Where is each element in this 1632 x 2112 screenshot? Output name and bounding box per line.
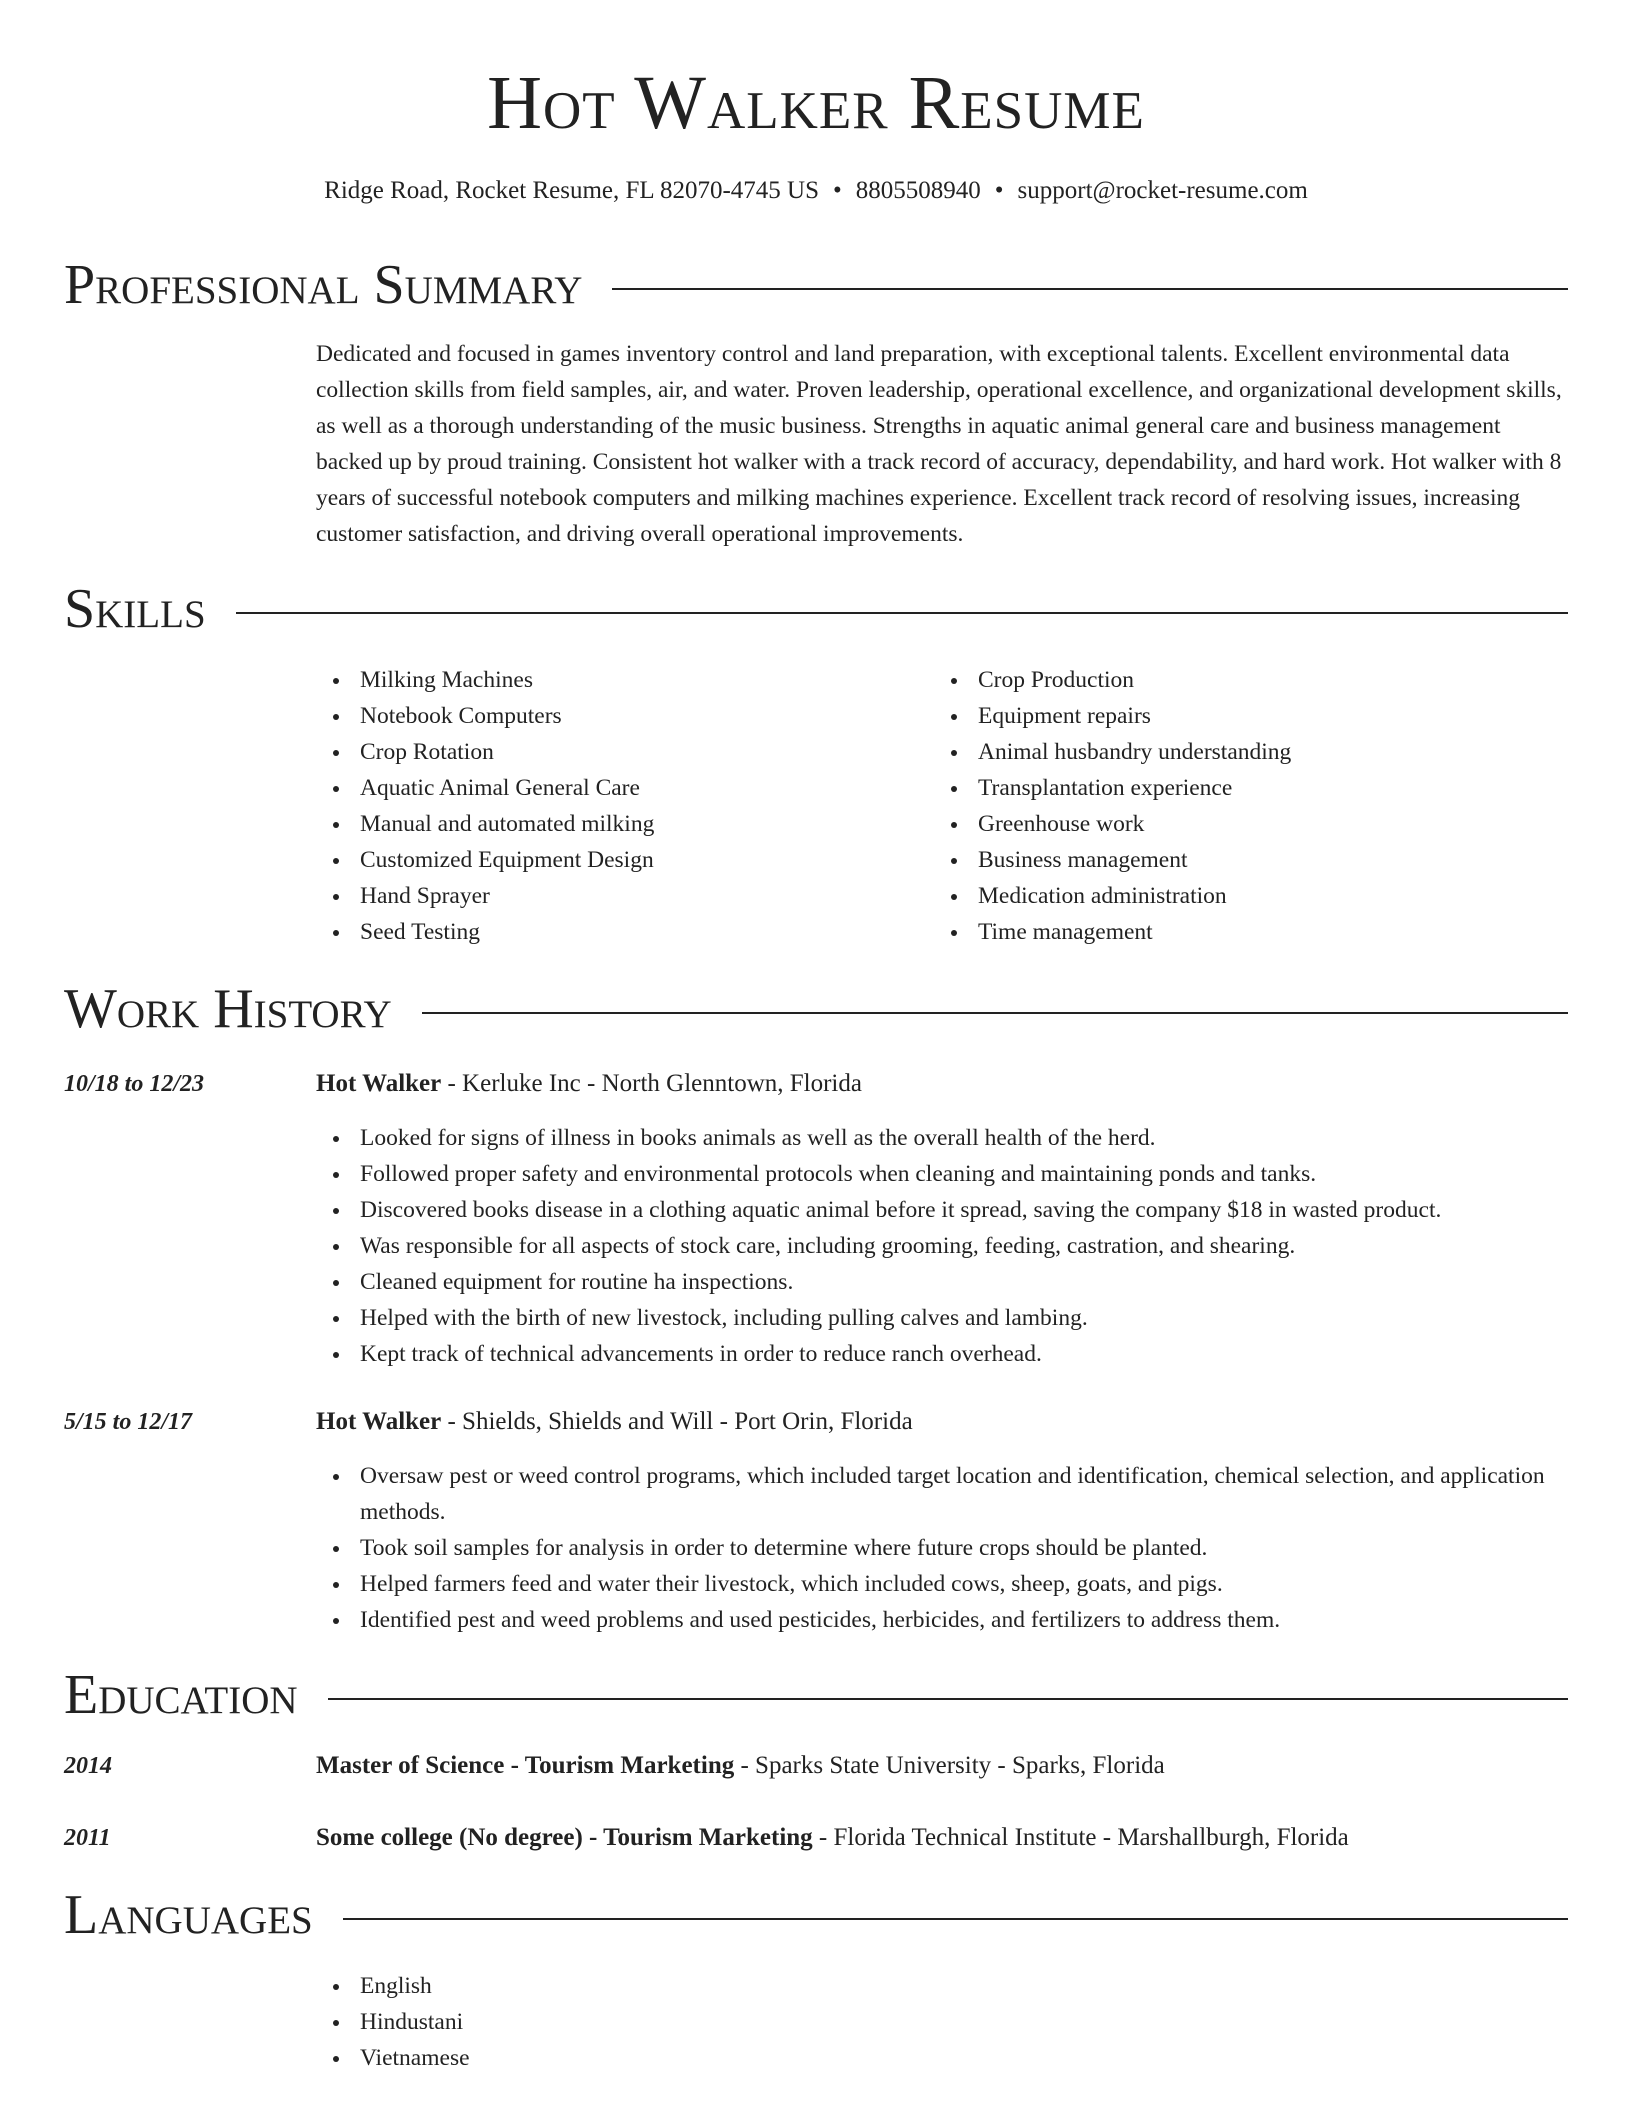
- bullet-icon: [951, 786, 957, 792]
- job-bullet: Looked for signs of illness in books animals as well as the overall health of the herd.: [316, 1120, 1568, 1156]
- job-bullet: Helped farmers feed and water their livestock, which included cows, sheep, goats, and pigs.: [316, 1566, 1568, 1602]
- job-role: Hot Walker: [316, 1070, 442, 1097]
- skill-item: Crop Rotation: [316, 734, 916, 770]
- skill-item: Greenhouse work: [934, 806, 1534, 842]
- bullet-icon: [333, 1474, 339, 1480]
- bullet-icon: [333, 858, 339, 864]
- skill-item: Time management: [934, 914, 1534, 950]
- bullet-icon: [951, 894, 957, 900]
- section-title: Languages: [64, 1880, 343, 1950]
- bullet-icon: [333, 750, 339, 756]
- contact-separator: •: [833, 177, 842, 204]
- bullet-icon: [951, 930, 957, 936]
- bullet-icon: [333, 1316, 339, 1322]
- summary-heading: [64, 250, 1568, 320]
- skills-list-left: [316, 662, 916, 950]
- skills-list-right: [934, 662, 1534, 950]
- language-item: English: [316, 1968, 916, 2004]
- resume-title: Hot Walker Resume: [487, 61, 1145, 145]
- section-title: Skills: [64, 574, 236, 644]
- job-bullet: Discovered books disease in a clothing aquatic animal before it spread, saving the company $18 in wasted product.: [316, 1192, 1568, 1228]
- skill-item: Hand Sprayer: [316, 878, 916, 914]
- skill-item: Animal husbandry understanding: [934, 734, 1534, 770]
- bullet-icon: [333, 1244, 339, 1250]
- email: support@rocket-resume.com: [1017, 177, 1308, 204]
- job-dates: 10/18 to 12/23: [64, 1071, 205, 1097]
- language-item: Vietnamese: [316, 2040, 916, 2076]
- summary-text: Dedicated and focused in games inventory control and land preparation, with exceptional talents. Excellent environmental data collection skills from field samples, air, and water. Proven leadership, operational excellence, and organizational development skills, as well as a thorough understanding of the music business. Strengths in aquatic animal general care and business management backed up by proud training. Consistent hot walker with a track record of accuracy, dependability, and hard work. Hot walker with 8 years of successful notebook computers and milking machines experience. Excellent track record of resolving issues, increasing customer satisfaction, and driving overall operational improvements.: [316, 341, 1562, 547]
- job-bullet: Followed proper safety and environmental protocols when cleaning and maintaining ponds and tanks.: [316, 1156, 1568, 1192]
- bullet-icon: [951, 822, 957, 828]
- skill-item: Aquatic Animal General Care: [316, 770, 916, 806]
- skills-heading: [64, 574, 1568, 644]
- job-bullets: [316, 1120, 1568, 1372]
- bullet-icon: [951, 858, 957, 864]
- bullet-icon: [333, 1618, 339, 1624]
- skill-item: Customized Equipment Design: [316, 842, 916, 878]
- education-heading: [64, 1660, 1568, 1730]
- skill-item: Medication administration: [934, 878, 1534, 914]
- job-employer: - Kerluke Inc - North Glenntown, Florida: [441, 1070, 862, 1097]
- job-title-line: [316, 1066, 1568, 1102]
- skill-item: Manual and automated milking: [316, 806, 916, 842]
- job-bullet: Oversaw pest or weed control programs, which included target location and identification, chemical selection, and application methods.: [316, 1458, 1568, 1530]
- education-year: 2011: [64, 1825, 111, 1851]
- bullet-icon: [951, 678, 957, 684]
- bullet-icon: [333, 1208, 339, 1214]
- education-year: 2014: [64, 1753, 112, 1779]
- bullet-icon: [333, 678, 339, 684]
- bullet-icon: [333, 714, 339, 720]
- section-title: Professional Summary: [64, 250, 612, 320]
- bullet-icon: [951, 750, 957, 756]
- bullet-icon: [333, 930, 339, 936]
- address: Ridge Road, Rocket Resume, FL 82070-4745 US: [324, 177, 820, 204]
- contact-separator: •: [994, 177, 1004, 204]
- contact-line: [0, 174, 1632, 208]
- education-degree: Some college (No degree) - Tourism Marketing: [316, 1824, 813, 1851]
- bullet-icon: [951, 714, 957, 720]
- bullet-icon: [333, 1546, 339, 1552]
- job-bullets: [316, 1458, 1568, 1638]
- job-dates: 5/15 to 12/17: [64, 1409, 193, 1435]
- bullet-icon: [333, 1280, 339, 1286]
- bullet-icon: [333, 2056, 339, 2062]
- skill-item: Business management: [934, 842, 1534, 878]
- skill-item: Equipment repairs: [934, 698, 1534, 734]
- section-title: Work History: [64, 974, 422, 1044]
- education-degree: Master of Science - Tourism Marketing: [316, 1752, 735, 1779]
- bullet-icon: [333, 894, 339, 900]
- bullet-icon: [333, 786, 339, 792]
- languages-heading: [64, 1880, 1568, 1950]
- bullet-icon: [333, 1352, 339, 1358]
- language-item: Hindustani: [316, 2004, 916, 2040]
- phone: 8805508940: [855, 177, 981, 204]
- bullet-icon: [333, 1172, 339, 1178]
- bullet-icon: [333, 2020, 339, 2026]
- section-rule: [64, 612, 1568, 614]
- bullet-icon: [333, 1582, 339, 1588]
- job-bullet: Helped with the birth of new livestock, including pulling calves and lambing.: [316, 1300, 1568, 1336]
- languages-list: [316, 1968, 916, 2076]
- skill-item: Transplantation experience: [934, 770, 1534, 806]
- job-bullet: Took soil samples for analysis in order to determine where future crops should be planted.: [316, 1530, 1568, 1566]
- skill-item: Milking Machines: [316, 662, 916, 698]
- skill-item: Crop Production: [934, 662, 1534, 698]
- job-bullet: Was responsible for all aspects of stock care, including grooming, feeding, castration, and shearing.: [316, 1228, 1568, 1264]
- work-heading: [64, 974, 1568, 1044]
- education-school: - Florida Technical Institute - Marshallburgh, Florida: [812, 1824, 1349, 1851]
- section-title: Education: [64, 1660, 328, 1730]
- job-bullet: Identified pest and weed problems and used pesticides, herbicides, and fertilizers to address them.: [316, 1602, 1568, 1638]
- bullet-icon: [333, 1136, 339, 1142]
- education-line: [316, 1820, 1568, 1856]
- job-bullet: Kept track of technical advancements in order to reduce ranch overhead.: [316, 1336, 1568, 1372]
- job-employer: - Shields, Shields and Will - Port Orin, Florida: [441, 1408, 913, 1435]
- skill-item: Seed Testing: [316, 914, 916, 950]
- job-role: Hot Walker: [316, 1408, 442, 1435]
- education-school: - Sparks State University - Sparks, Florida: [734, 1752, 1165, 1779]
- education-line: [316, 1748, 1568, 1784]
- bullet-icon: [333, 1984, 339, 1990]
- job-bullet: Cleaned equipment for routine ha inspections.: [316, 1264, 1568, 1300]
- bullet-icon: [333, 822, 339, 828]
- job-title-line: [316, 1404, 1568, 1440]
- skill-item: Notebook Computers: [316, 698, 916, 734]
